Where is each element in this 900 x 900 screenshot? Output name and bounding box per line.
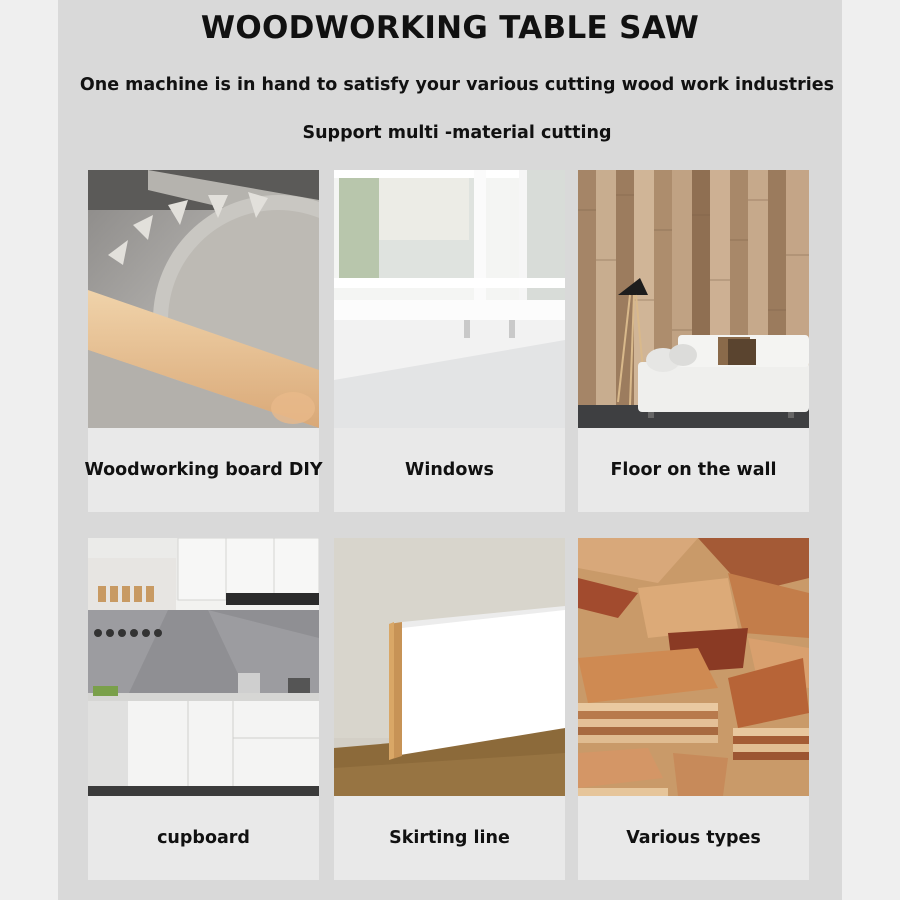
card-floor-on-wall [578,170,809,512]
page-title: WOODWORKING TABLE SAW [200,10,700,46]
card-windows [334,170,565,512]
page-subtitle: One machine is in hand to satisfy your various cutting wood work industries [79,75,835,95]
card-label: Floor on the wall [610,460,777,480]
saw-blade-image [88,170,319,428]
card-label: Windows [405,460,494,480]
card-skirting-line [334,538,565,880]
card-label: cupboard [157,828,250,848]
card-label: Woodworking board DIY [84,460,323,480]
kitchen-image [88,538,319,796]
card-label: Various types [626,828,761,848]
wood-wall-image [578,170,809,428]
card-cupboard [88,538,319,880]
card-various-types [578,538,809,880]
support-text: Support multi -material cutting [302,123,612,143]
card-woodworking-board [84,170,323,512]
wood-tiles-image [578,538,809,796]
window-image [334,170,565,428]
card-label: Skirting line [389,828,510,848]
skirting-image [334,538,565,796]
